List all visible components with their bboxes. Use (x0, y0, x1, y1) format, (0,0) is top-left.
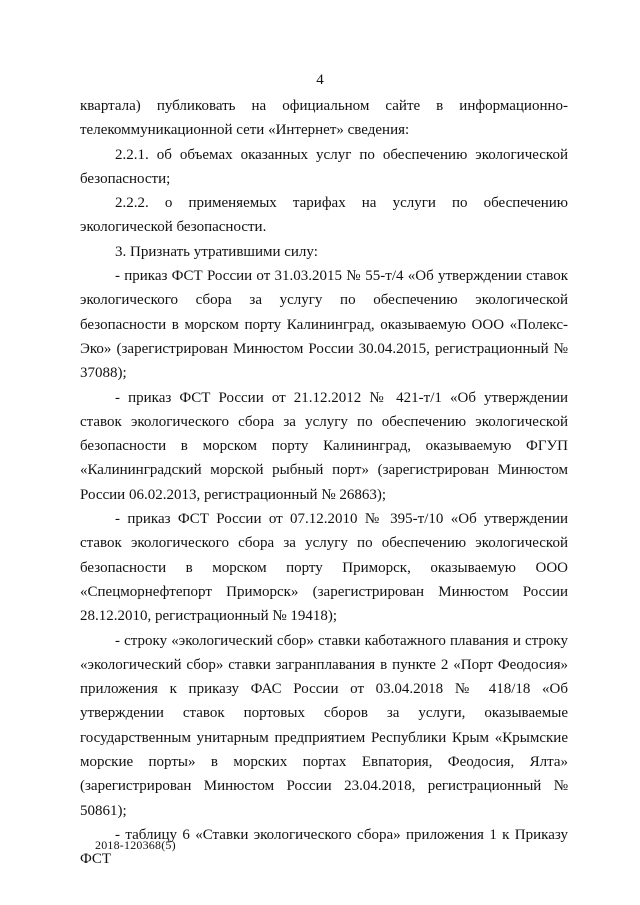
document-body (80, 94, 568, 872)
paragraph-repealed-line-items: - строку «экологический сбор» ставки каботажного плавания и строку «экологический сбор» ставки загранплавания в пункте 2 «Порт Феодосия» приложения к приказу ФАС России от 03.04.2018 № 418/18 «Об утверждении ставок портовых сборов за услуги, оказываемые государственным унитарным предприятием Республики Крым «Крымские морские порты» в морских портах Евпатория, Феодосия, Ялта» (зарегистрирован Минюстом России 23.04.2018, регистрационный № 50861); (80, 632, 568, 819)
paragraph-repealed-order-3: - приказ ФСТ России от 07.12.2010 № 395-т/10 «Об утверждении ставок экологического сбора за услугу по обеспечению экологической безопасности в морском порту Приморск, оказываемую ООО «Спецморнефтепорт Приморск» (зарегистрирован Минюстом России 28.12.2010, регистрационный № 19418); (80, 511, 568, 625)
paragraph-repealed-order-1: - приказ ФСТ России от 31.03.2015 № 55-т/4 «Об утверждении ставок экологического сбора за услугу по обеспечению экологической безопасности в морском порту Калининград, оказываемую ООО «Полекс-Эко» (зарегистрирован Минюстом России 30.04.2015, регистрационный № 37088); (80, 268, 568, 382)
paragraph-continuation: квартала) публиковать на официальном сайте в информационно-телекоммуникационной сети «Интернет» сведения: (80, 98, 568, 139)
paragraph-repealed-order-2: - приказ ФСТ России от 21.12.2012 № 421-т/1 «Об утверждении ставок экологического сбора за услугу по обеспечению экологической безопасности в морском порту Калининград, оказываемую ФГУП «Калининградский морской рыбный порт» (зарегистрирован Минюстом России 06.02.2013, регистрационный № 26863); (80, 389, 568, 503)
paragraph-item-3: 3. Признать утратившими силу: (115, 243, 318, 260)
document-code: 2018-120368(5) (95, 838, 176, 852)
paragraph-repealed-table: - таблицу 6 «Ставки экологического сбора» приложения 1 к Приказу ФСТ (80, 826, 568, 868)
paragraph-item-2-2-1: 2.2.1. об объемах оказанных услуг по обеспечению экологической безопасности; (80, 146, 568, 187)
paragraph-item-2-2-2: 2.2.2. о применяемых тарифах на услуги по обеспечению экологической безопасности. (80, 195, 568, 236)
page-number: 4 (316, 72, 324, 88)
